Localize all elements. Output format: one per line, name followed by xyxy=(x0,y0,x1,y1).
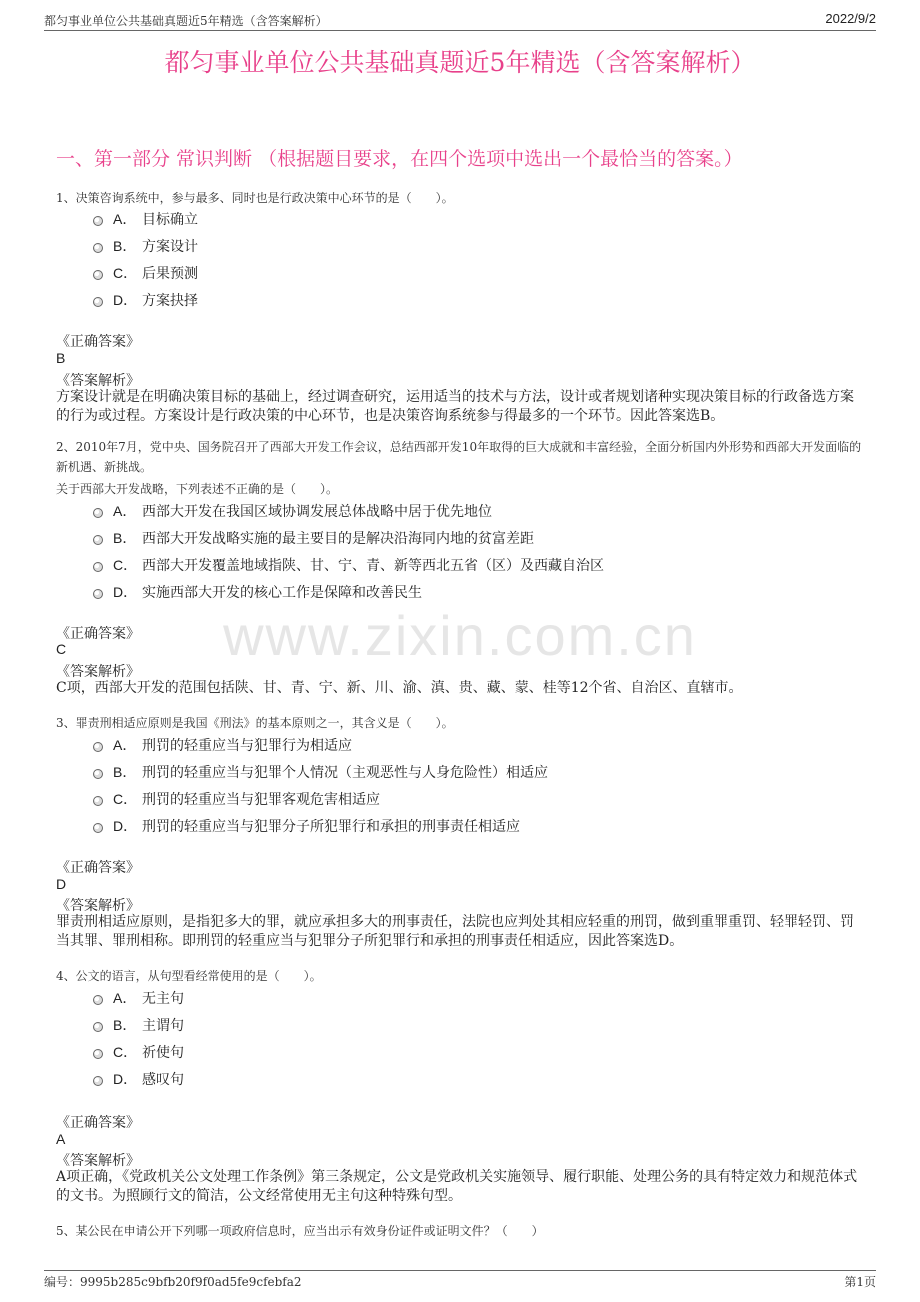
header-date: 2022/9/2 xyxy=(825,11,876,26)
question-4-option-b[interactable]: B． 主谓句 xyxy=(93,1015,184,1035)
radio-icon[interactable] xyxy=(93,796,103,806)
analysis-label: 《答案解析》 xyxy=(56,664,140,680)
question-1-stem: 1、决策咨询系统中，参与最多、同时也是行政决策中心环节的是（ ）。 xyxy=(56,191,454,205)
question-4-option-d[interactable]: D． 感叹句 xyxy=(93,1069,184,1089)
question-4-answer: A xyxy=(56,1131,66,1147)
question-2-stem: 2、2010年7月，党中央、国务院召开了西部大开发工作会议，总结西部开发10年取得的巨大成就和丰富经验，全面分析国内外形势和西部大开发面临的新机遇、新挑战。 xyxy=(56,440,862,474)
footer-divider xyxy=(44,1270,876,1271)
header-doc-title: 都匀事业单位公共基础真题近5年精选（含答案解析） xyxy=(44,14,328,28)
radio-icon[interactable] xyxy=(93,589,103,599)
page-title: 都匀事业单位公共基础真题近5年精选（含答案解析） xyxy=(164,48,756,77)
correct-answer-label: 《正确答案》 xyxy=(56,860,140,876)
radio-icon[interactable] xyxy=(93,535,103,545)
question-3-answer: D xyxy=(56,876,67,892)
question-3-option-c[interactable]: C． 刑罚的轻重应当与犯罪客观危害相适应 xyxy=(93,789,380,809)
question-4-stem: 4、公文的语言，从句型看经常使用的是（ ）。 xyxy=(56,969,322,983)
correct-answer-label: 《正确答案》 xyxy=(56,1115,140,1131)
question-2-option-a[interactable]: A． 西部大开发在我国区域协调发展总体战略中居于优先地位 xyxy=(93,501,492,521)
question-3-option-a[interactable]: A． 刑罚的轻重应当与犯罪行为相适应 xyxy=(93,735,352,755)
radio-icon[interactable] xyxy=(93,508,103,518)
question-2-option-d[interactable]: D． 实施西部大开发的核心工作是保障和改善民生 xyxy=(93,582,422,602)
question-1-answer: B xyxy=(56,350,66,366)
radio-icon[interactable] xyxy=(93,823,103,833)
analysis-label: 《答案解析》 xyxy=(56,373,140,389)
question-5-stem: 5、某公民在申请公开下列哪一项政府信息时，应当出示有效身份证件或证明文件？（ ） xyxy=(56,1224,544,1238)
section-heading: 一、第一部分 常识判断 （根据题目要求，在四个选项中选出一个最恰当的答案。） xyxy=(56,148,743,170)
question-2-option-b[interactable]: B． 西部大开发战略实施的最主要目的是解决沿海同内地的贫富差距 xyxy=(93,528,534,548)
question-1-option-b[interactable]: B． 方案设计 xyxy=(93,236,198,256)
correct-answer-label: 《正确答案》 xyxy=(56,626,140,642)
question-3-option-d[interactable]: D． 刑罚的轻重应当与犯罪分子所犯罪行和承担的刑事责任相适应 xyxy=(93,816,520,836)
question-2-option-c[interactable]: C． 西部大开发覆盖地域指陕、甘、宁、青、新等西北五省（区）及西藏自治区 xyxy=(93,555,604,575)
question-2-stem-line-2: 关于西部大开发战略，下列表述不正确的是（ ）。 xyxy=(56,482,339,496)
correct-answer-label: 《正确答案》 xyxy=(56,334,140,350)
radio-icon[interactable] xyxy=(93,562,103,572)
analysis-label: 《答案解析》 xyxy=(56,1153,140,1169)
radio-icon[interactable] xyxy=(93,995,103,1005)
question-1-option-c[interactable]: C． 后果预测 xyxy=(93,263,198,283)
question-1-option-d[interactable]: D． 方案抉择 xyxy=(93,290,198,310)
radio-icon[interactable] xyxy=(93,1076,103,1086)
radio-icon[interactable] xyxy=(93,1022,103,1032)
radio-icon[interactable] xyxy=(93,297,103,307)
question-4-option-c[interactable]: C． 祈使句 xyxy=(93,1042,184,1062)
question-2-answer: C xyxy=(56,641,67,657)
analysis-label: 《答案解析》 xyxy=(56,898,140,914)
radio-icon[interactable] xyxy=(93,1049,103,1059)
radio-icon[interactable] xyxy=(93,243,103,253)
footer-doc-id: 编号：9995b285c9bfb20f9f0ad5fe9cfebfa2 xyxy=(44,1275,302,1289)
question-4-option-a[interactable]: A． 无主句 xyxy=(93,988,184,1008)
question-2-analysis: C项，西部大开发的范围包括陕、甘、青、宁、新、川、渝、滇、贵、藏、蒙、桂等12个省、自治区、直辖市。 xyxy=(56,680,743,696)
header-divider xyxy=(44,30,876,31)
radio-icon[interactable] xyxy=(93,742,103,752)
radio-icon[interactable] xyxy=(93,769,103,779)
question-3-analysis: 罪责刑相适应原则，是指犯多大的罪，就应承担多大的刑事责任，法院也应判处其相应轻重的刑罚，做到重罪重罚、轻罪轻罚、罚当其罪、罪刑相称。即刑罚的轻重应当与犯罪分子所犯罪行和承担的刑事责任相适应，因此答案选D。 xyxy=(56,914,854,949)
footer-page-number: 第1页 xyxy=(844,1275,876,1289)
watermark: www.zixin.com.cn xyxy=(223,604,697,667)
question-1-analysis: 方案设计就是在明确决策目标的基础上，经过调查研究，运用适当的技术与方法，设计或者规划诸种实现决策目标的行政备选方案的行为或过程。方案设计是行政决策的中心环节，也是决策咨询系统参与得最多的一个环节。因此答案选B。 xyxy=(56,389,854,424)
radio-icon[interactable] xyxy=(93,216,103,226)
question-4-analysis: A项正确，《党政机关公文处理工作条例》第三条规定，公文是党政机关实施领导、履行职能、处理公务的具有特定效力和规范体式的文书。为照顾行文的简洁，公文经常使用无主句这种特殊句型。 xyxy=(56,1169,858,1204)
question-3-stem: 3、罪责刑相适应原则是我国《刑法》的基本原则之一，其含义是（ ）。 xyxy=(56,716,454,730)
radio-icon[interactable] xyxy=(93,270,103,280)
question-1-option-a[interactable]: A． 目标确立 xyxy=(93,209,198,229)
question-3-option-b[interactable]: B． 刑罚的轻重应当与犯罪个人情况（主观恶性与人身危险性）相适应 xyxy=(93,762,548,782)
